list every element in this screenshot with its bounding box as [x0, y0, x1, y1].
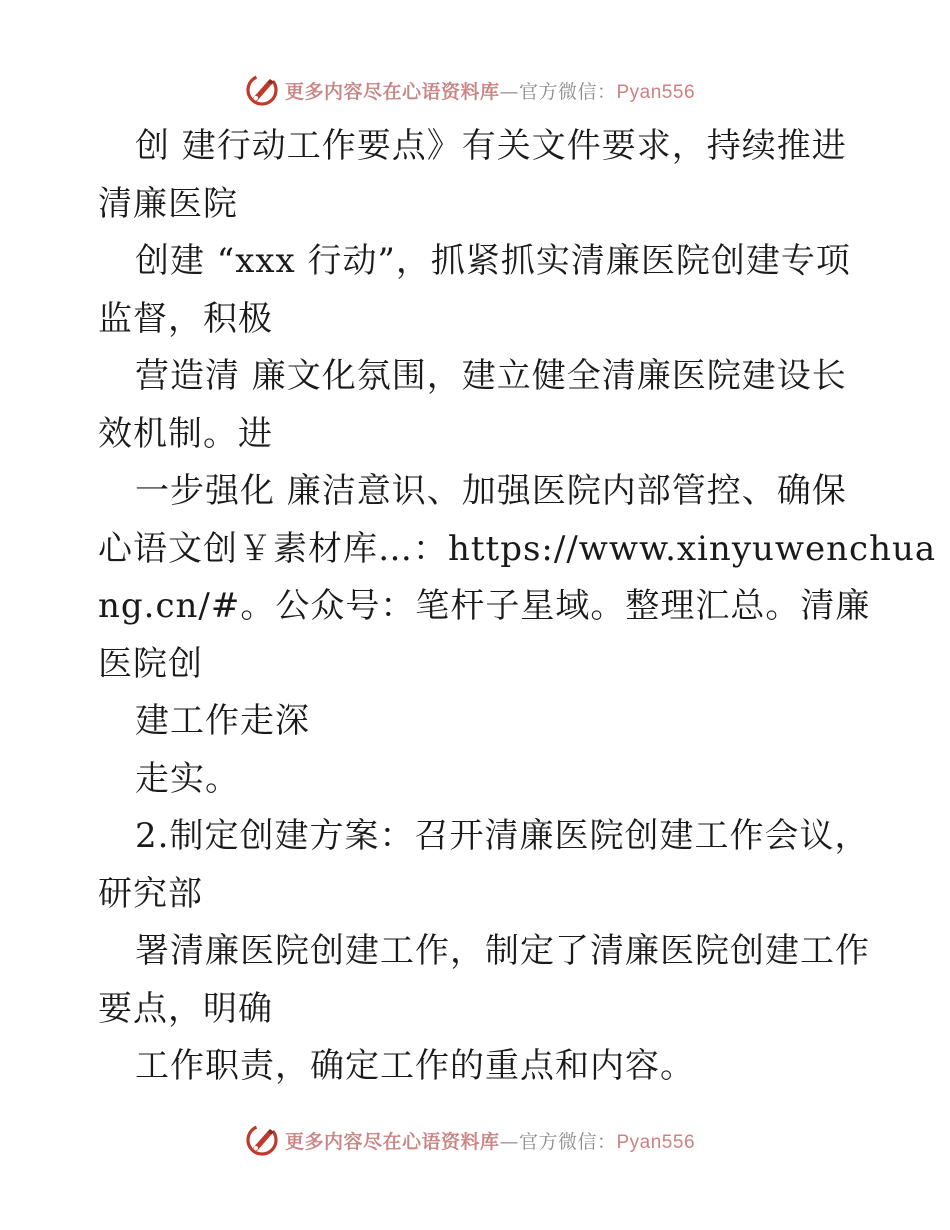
brand-logo-icon — [245, 73, 279, 107]
paragraph-line: 效机制。进 — [98, 413, 273, 454]
header-watermark — [0, 70, 950, 110]
paragraph-line: 监督，积极 — [98, 298, 273, 339]
paragraph-line: 一步强化 廉洁意识、加强医院内部管控、确保 — [135, 471, 847, 511]
document-body — [98, 118, 937, 1096]
paragraph-line: 营造清 廉文化氛围，建立健全清廉医院建设长 — [135, 356, 847, 396]
watermark-main: 更多内容尽在心语资料库 — [284, 1130, 500, 1153]
paragraph-line: 心语文创￥素材库…：https://www.xinyuwenchua — [98, 528, 937, 569]
watermark-text — [285, 1127, 695, 1154]
footer-watermark — [0, 1120, 950, 1160]
paragraph-line: 建工作走深 — [135, 701, 310, 741]
paragraph-line: 走实。 — [135, 758, 240, 799]
watermark-dash: — — [499, 80, 519, 103]
paragraph-line: 要点，明确 — [98, 988, 273, 1029]
watermark-id: Pyan556 — [616, 81, 696, 103]
watermark-group — [245, 1123, 695, 1157]
paragraph-line: 创建 “xxx 行动”，抓紧抓实清廉医院创建专项 — [135, 241, 851, 281]
paragraph-line: 2.制定创建方案：召开清廉医院创建工作会议， — [135, 816, 870, 856]
paragraph-line: ng.cn/#。公众号：笔杆子星域。整理汇总。清廉 — [98, 586, 871, 626]
watermark-main: 更多内容尽在心语资料库 — [284, 80, 500, 103]
brand-logo-icon — [245, 1123, 279, 1157]
watermark-dash: — — [499, 1130, 519, 1153]
watermark-group — [245, 73, 695, 107]
watermark-sub: 官方微信： — [518, 1130, 617, 1153]
watermark-sub: 官方微信： — [518, 80, 617, 103]
watermark-id: Pyan556 — [616, 1131, 696, 1153]
watermark-text — [285, 77, 695, 104]
paragraph-line: 署清廉医院创建工作，制定了清廉医院创建工作 — [135, 931, 870, 971]
paragraph-line: 工作职责，确定工作的重点和内容。 — [135, 1046, 695, 1086]
paragraph-line: 创 建行动工作要点》有关文件要求，持续推进 — [135, 126, 847, 166]
paragraph-line: 研究部 — [98, 873, 203, 914]
paragraph-line: 清廉医院 — [98, 183, 238, 224]
paragraph-line: 医院创 — [98, 643, 203, 684]
